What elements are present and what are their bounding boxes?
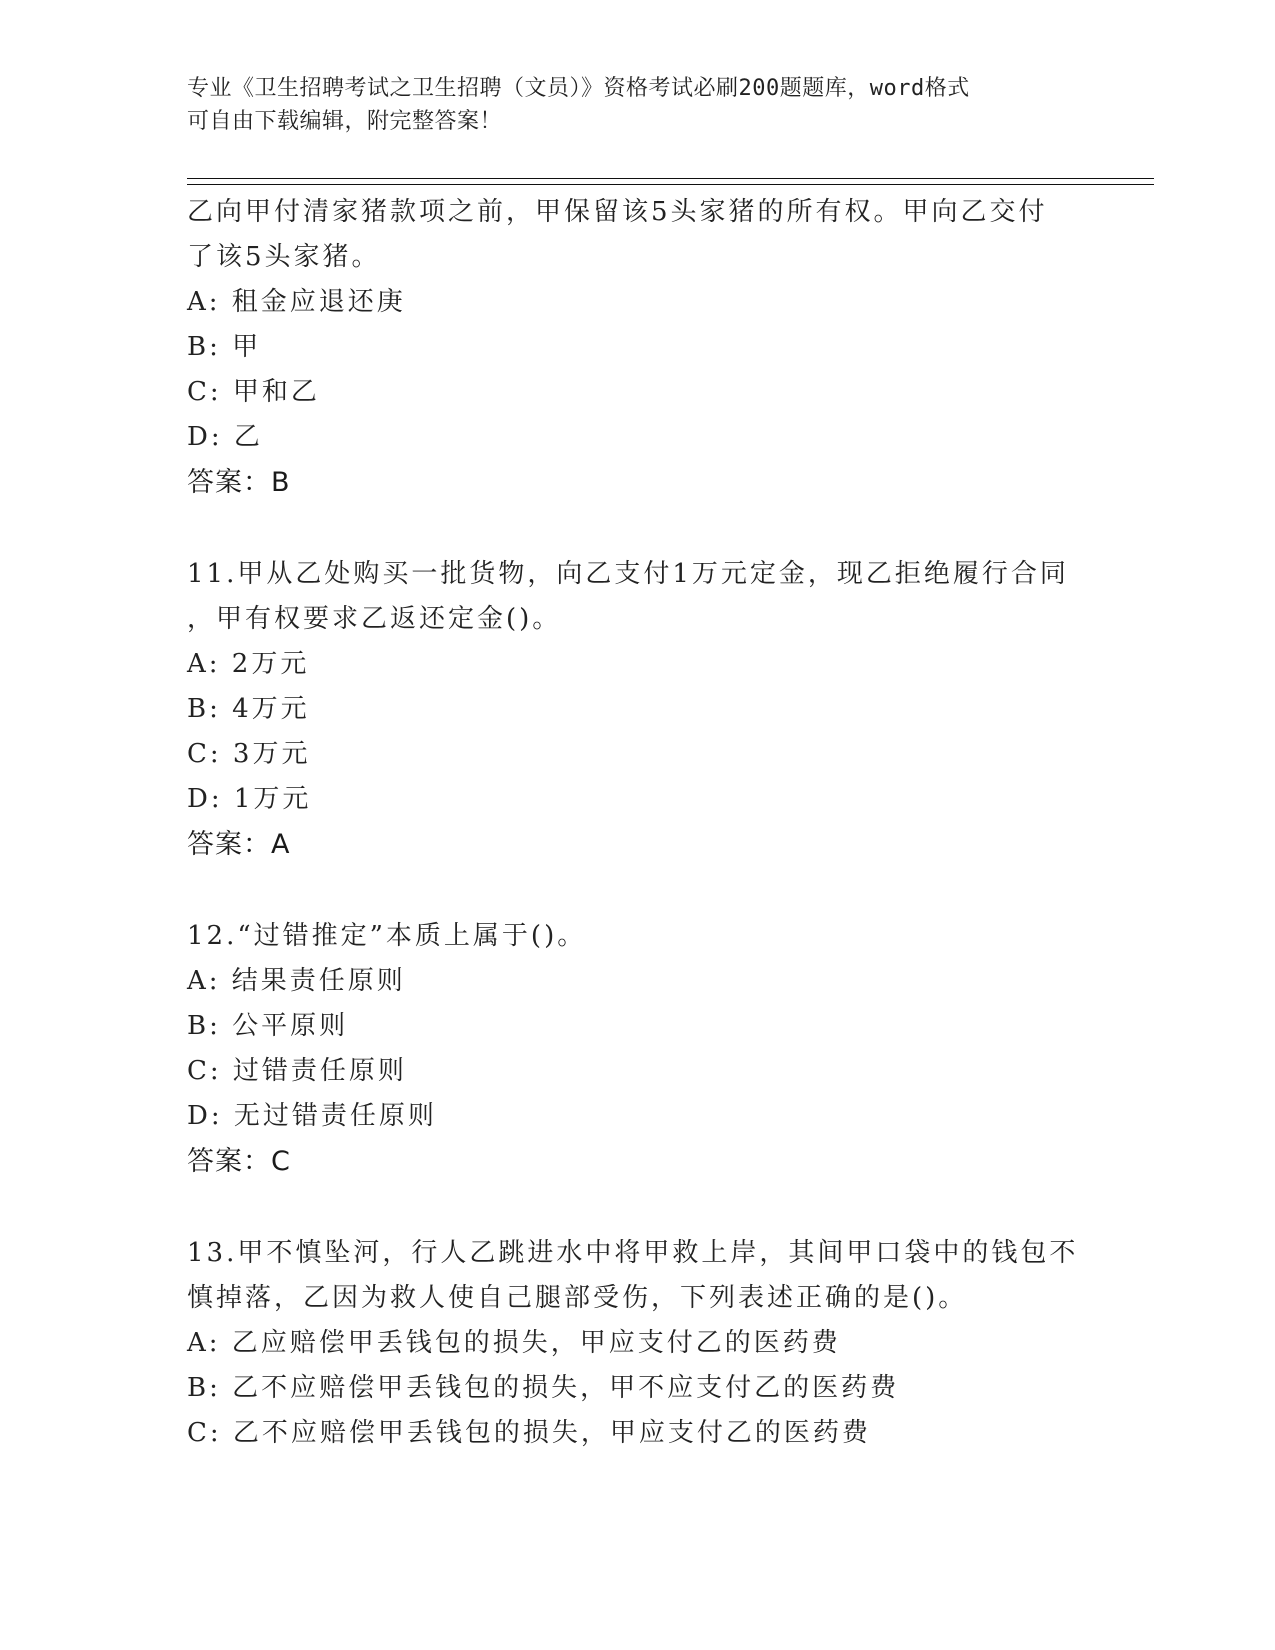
page-header — [187, 72, 1087, 138]
option-a: A: 租金应退还庚 — [187, 287, 406, 317]
header-line-2: 可自由下载编辑，附完整答案！ — [187, 109, 503, 134]
header-divider-top — [187, 178, 1154, 179]
answer-line: 答案：B — [187, 467, 291, 498]
question-text-line: 了该5头家猪。 — [187, 242, 381, 272]
option-c: C: 乙不应赔偿甲丢钱包的损失，甲应支付乙的医药费 — [187, 1418, 871, 1448]
document-body — [187, 190, 1107, 1456]
answer-line: 答案：C — [187, 1146, 291, 1177]
question-text-line: 13.甲不慎坠河，行人乙跳进水中将甲救上岸，其间甲口袋中的钱包不 — [187, 1238, 1079, 1268]
question-13 — [187, 1231, 1107, 1456]
option-b: B: 公平原则 — [187, 1011, 349, 1041]
option-b: B: 乙不应赔偿甲丢钱包的损失，甲不应支付乙的医药费 — [187, 1373, 900, 1403]
question-text-line: 12.“过错推定”本质上属于()。 — [187, 921, 587, 951]
question-12 — [187, 914, 1107, 1184]
option-c: C: 过错责任原则 — [187, 1056, 407, 1086]
option-d: D: 1万元 — [187, 784, 312, 814]
question-11 — [187, 552, 1107, 867]
question-text-line: 11.甲从乙处购买一批货物，向乙支付1万元定金，现乙拒绝履行合同 — [187, 559, 1069, 589]
option-b: B: 4万元 — [187, 694, 310, 724]
question-text-line: 慎掉落，乙因为救人使自己腿部受伤，下列表述正确的是()。 — [187, 1283, 968, 1313]
question-continued — [187, 190, 1107, 505]
option-a: A: 结果责任原则 — [187, 966, 406, 996]
question-text-line: 乙向甲付清家猪款项之前，甲保留该5头家猪的所有权。甲向乙交付 — [187, 197, 1048, 227]
option-d: D: 乙 — [187, 422, 263, 452]
header-divider-bottom — [187, 184, 1154, 185]
option-c: C: 甲和乙 — [187, 377, 320, 407]
option-a: A: 乙应赔偿甲丢钱包的损失，甲应支付乙的医药费 — [187, 1328, 841, 1358]
option-d: D: 无过错责任原则 — [187, 1101, 437, 1131]
header-line-1: 专业《卫生招聘考试之卫生招聘（文员）》资格考试必刷200题题库，word格式 — [187, 76, 970, 101]
answer-line: 答案：A — [187, 829, 291, 860]
option-a: A: 2万元 — [187, 649, 310, 679]
option-b: B: 甲 — [187, 332, 262, 362]
question-text-line: ，甲有权要求乙返还定金()。 — [187, 604, 562, 634]
option-c: C: 3万元 — [187, 739, 311, 769]
